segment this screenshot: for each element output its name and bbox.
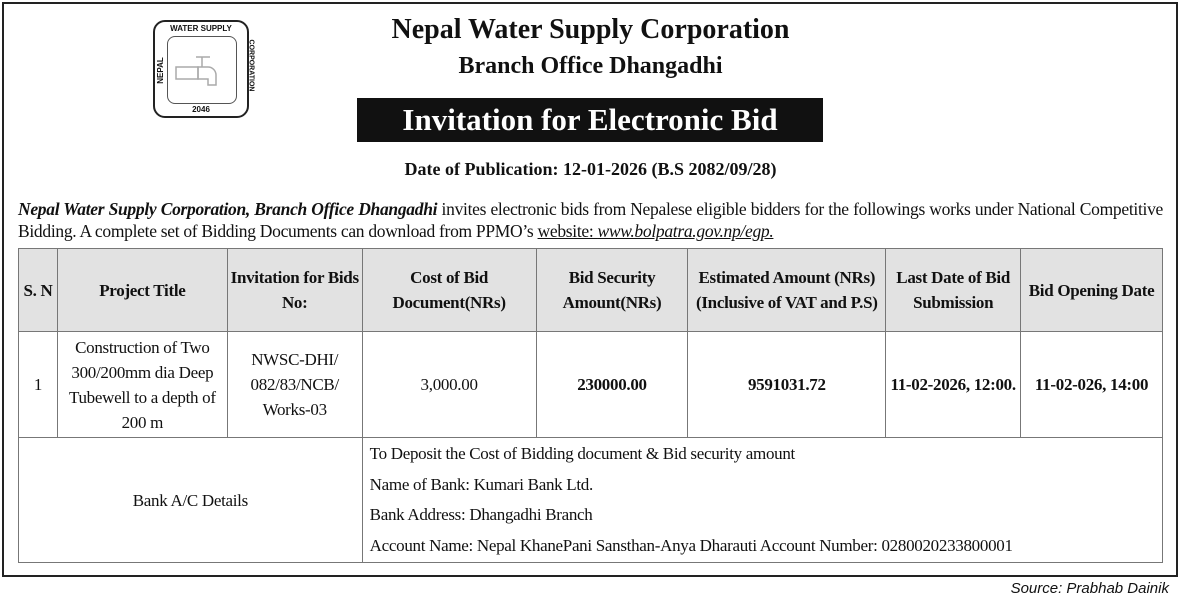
cell-sn: 1 <box>19 332 58 438</box>
col-header: Estimated Amount (NRs) (Inclusive of VAT and P.S) <box>688 249 886 332</box>
col-header: Project Title <box>57 249 227 332</box>
col-header: Bid Security Amount(NRs) <box>536 249 688 332</box>
col-header: Last Date of Bid Submission <box>886 249 1021 332</box>
col-header: Bid Opening Date <box>1021 249 1163 332</box>
intro-paragraph <box>18 198 1163 242</box>
cell-estimated-amount: 9591031.72 <box>688 332 886 438</box>
bank-line: Name of Bank: Kumari Bank Ltd. <box>369 474 593 494</box>
bank-details <box>362 438 1162 563</box>
notice-heading: Invitation for Electronic Bid <box>357 98 823 142</box>
branch-title: Branch Office Dhangadhi <box>458 53 723 79</box>
bid-table <box>18 248 1163 563</box>
cell-project-title: Construction of Two 300/200mm dia Deep Tubewell to a depth of 200 m <box>57 332 227 438</box>
cell-ifb-no: NWSC-DHI/ 082/83/NCB/ Works-03 <box>227 332 362 438</box>
bank-line: Account Name: Nepal KhanePani Sansthan-Anya Dharauti Account Number: 0280020233800001 <box>369 535 1013 555</box>
bank-line: To Deposit the Cost of Bidding document & Bid security amount <box>369 444 795 463</box>
bank-row <box>19 438 1163 563</box>
col-header: Cost of Bid Document(NRs) <box>362 249 536 332</box>
bank-label: Bank A/C Details <box>19 438 363 563</box>
cell-doc-cost: 3,000.00 <box>362 332 536 438</box>
cell-bid-security: 230000.00 <box>536 332 688 438</box>
logo-text-bottom: 2046 <box>192 105 210 114</box>
logo-text-right: CORPORATION <box>247 39 255 92</box>
logo-text-top: WATER SUPPLY <box>170 24 232 33</box>
col-header: S. N <box>19 249 58 332</box>
intro-org: Nepal Water Supply Corporation, Branch Office Dhangadhi <box>18 199 438 219</box>
bank-line: Bank Address: Dhangadhi Branch <box>369 505 593 524</box>
website-link[interactable] <box>538 221 774 241</box>
publication-date: Date of Publication: 12-01-2026 (B.S 2082/09/28) <box>404 159 777 179</box>
org-title: Nepal Water Supply Corporation <box>391 14 790 45</box>
cell-last-date: 11-02-2026, 12:00. <box>886 332 1021 438</box>
col-header: Invitation for Bids No: <box>227 249 362 332</box>
intro-text: invites electronic bids from Nepalese eligible bidders for the followings works under National Competitive Bidding. A complete set of Bidding Documents can download from PPMO’s <box>18 199 1163 241</box>
logo-text-left: NEPAL <box>155 57 165 84</box>
link-label: website: <box>537 221 598 241</box>
table-row <box>19 332 1163 438</box>
cell-opening-date: 11-02-026, 14:00 <box>1021 332 1163 438</box>
table-header-row <box>19 249 1163 332</box>
source-credit: Source: Prabhab Dainik <box>1010 580 1169 597</box>
link-url: www.bolpatra.gov.np/egp. <box>597 221 774 241</box>
